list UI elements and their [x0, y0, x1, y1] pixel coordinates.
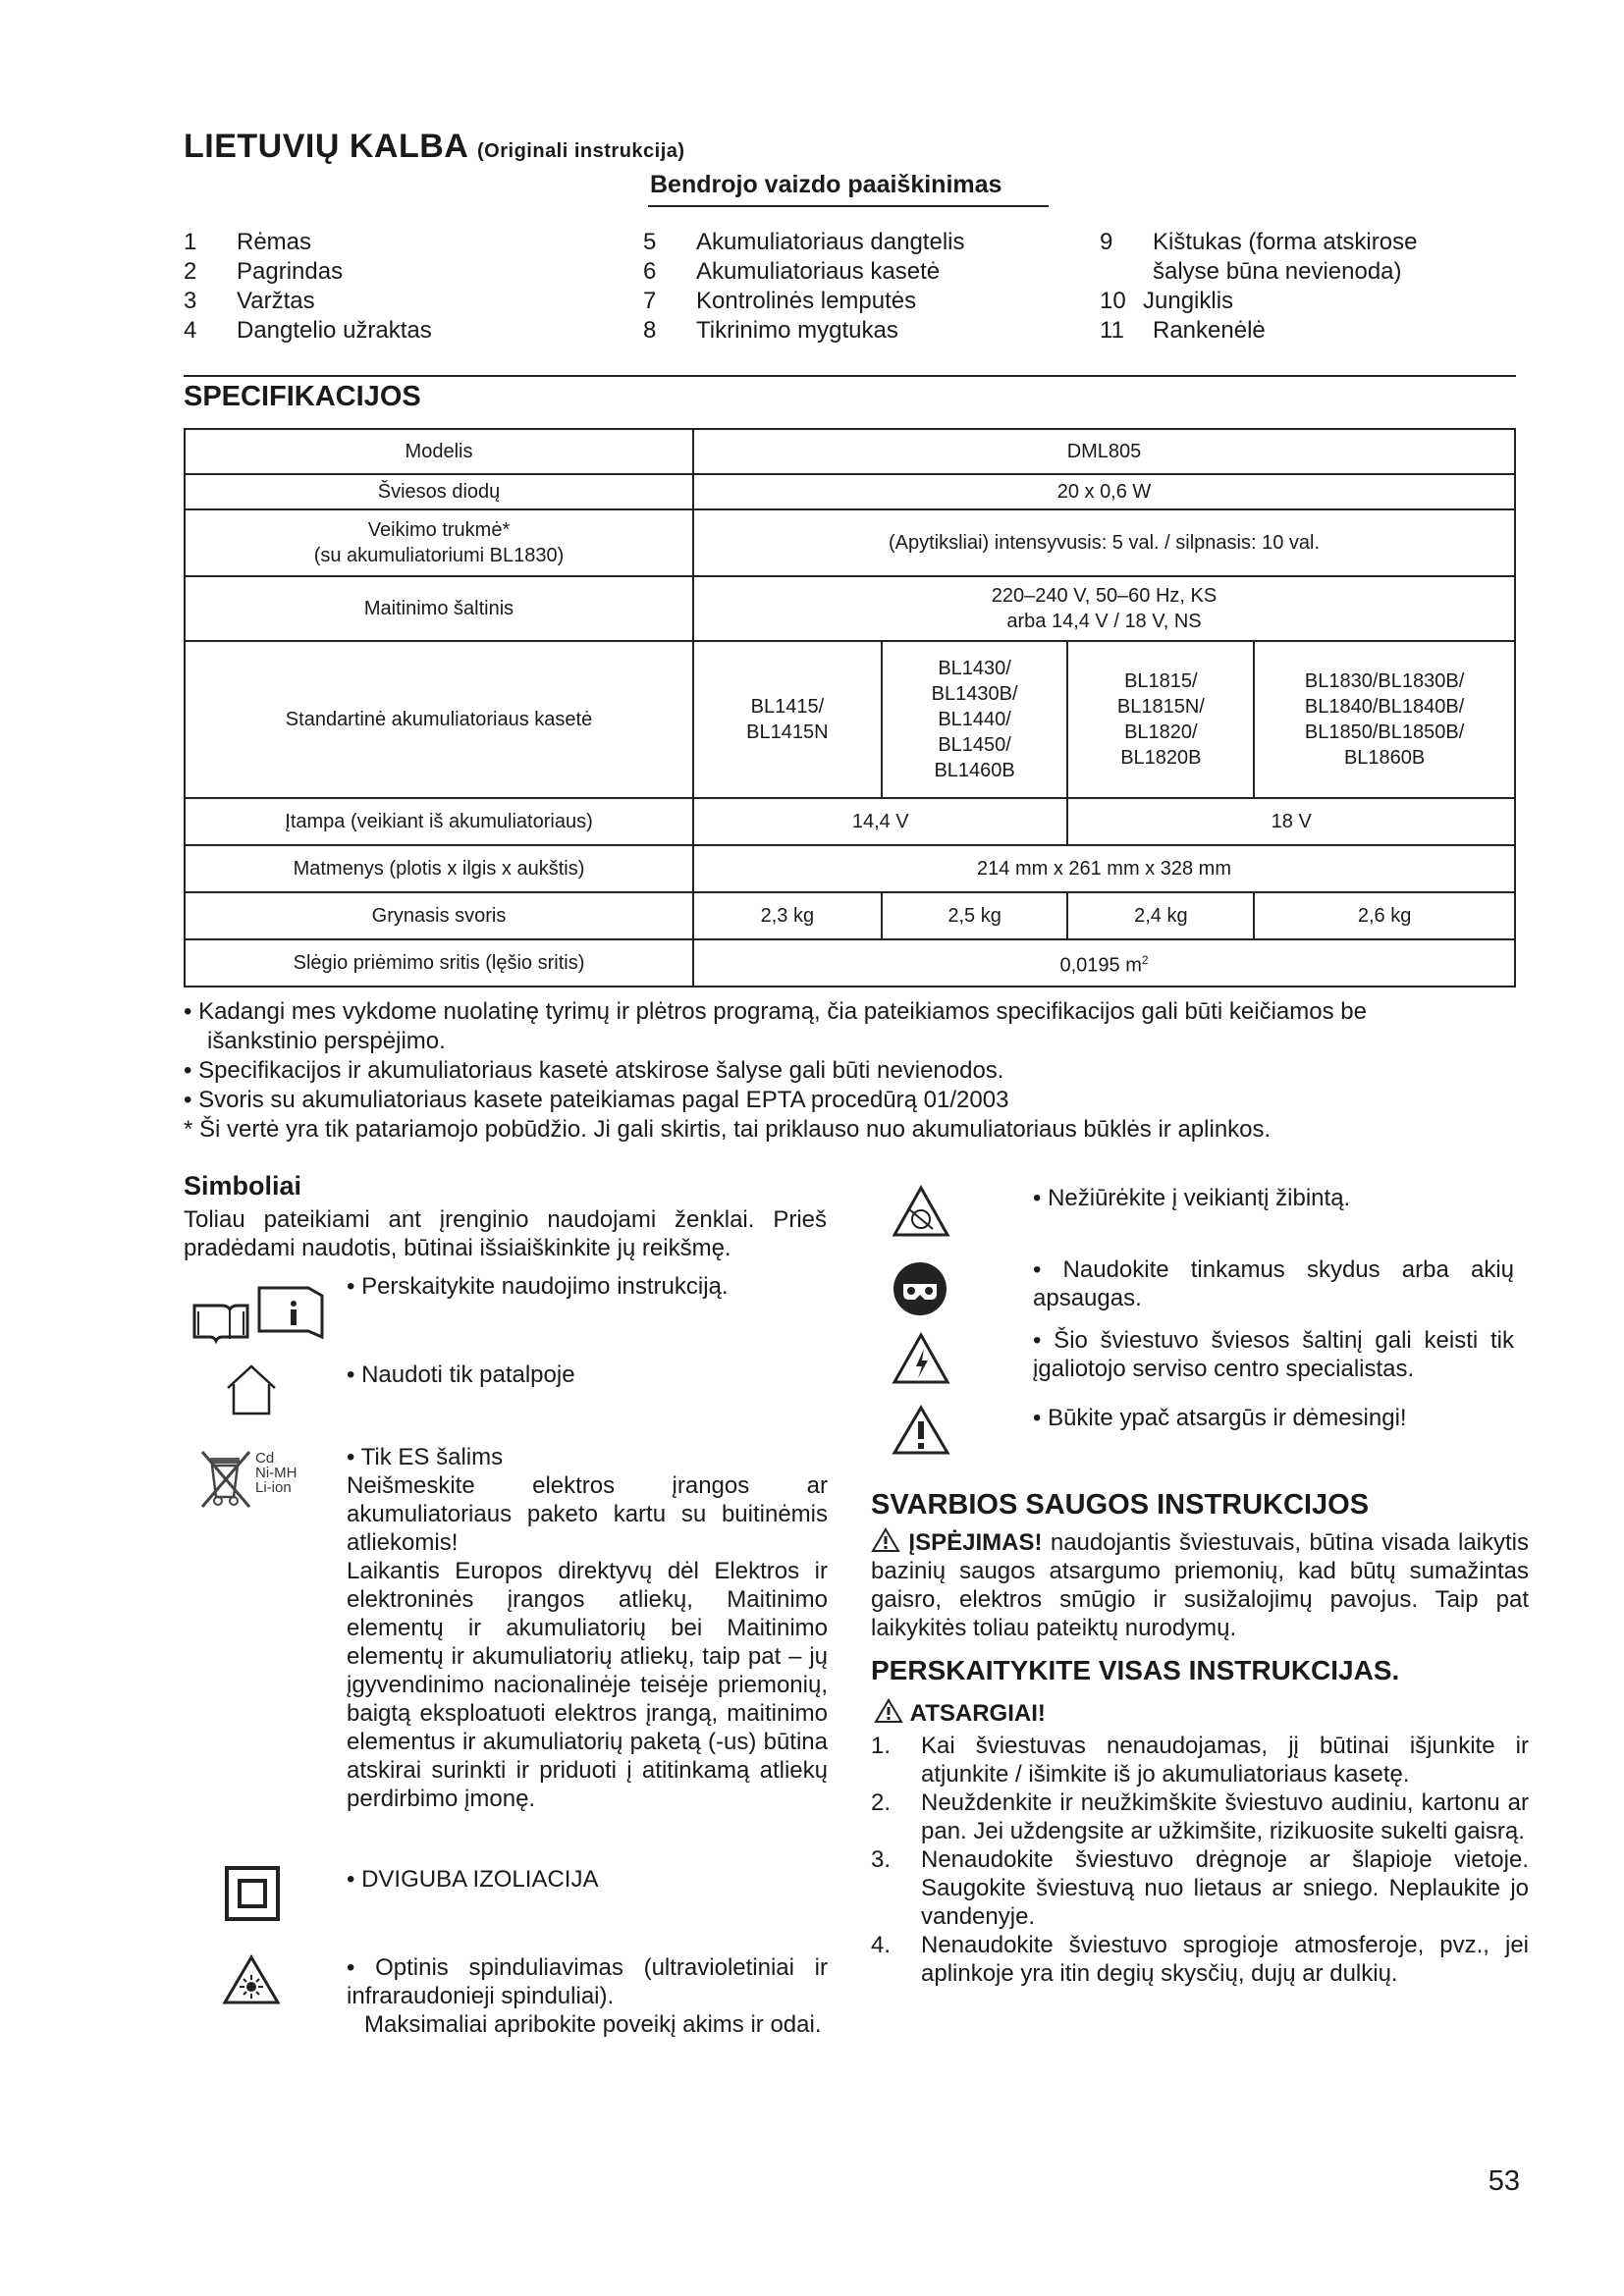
- power-value-line: arba 14,4 V / 18 V, NS: [1006, 611, 1202, 632]
- eu-paragraph: Neišmeskite elektros įrangos ar akumuliatoriaus paketo kartu su buitinėmis atliekomis!: [347, 1472, 828, 1556]
- list-number: 4.: [871, 1932, 892, 1958]
- battery-model: BL1415/: [750, 696, 825, 718]
- power-value-line: 220–240 V, 50–60 Hz, KS: [991, 585, 1218, 607]
- table-row: [185, 939, 1515, 987]
- legend-label: Tikrinimo mygtukas: [696, 317, 898, 344]
- spec-cell-label: Matmenys (plotis x ilgis x aukštis): [185, 845, 693, 892]
- battery-model: BL1415N: [746, 721, 829, 743]
- table-row: [185, 845, 1515, 892]
- weee-nimh: Ni-MH: [255, 1465, 298, 1481]
- note-text: išankstinio perspėjimo.: [207, 1028, 446, 1054]
- spec-cell-value: 2,3 kg: [693, 892, 882, 939]
- list-number: 2.: [871, 1789, 892, 1816]
- battery-model: BL1860B: [1343, 747, 1426, 769]
- legend-num: 11: [1100, 317, 1124, 344]
- spec-cell-value: 2,5 kg: [882, 892, 1068, 939]
- list-number: 1.: [871, 1733, 892, 1759]
- legend-label: Akumuliatoriaus dangtelis: [696, 229, 965, 255]
- eu-disposal-block: [347, 1443, 828, 1813]
- spec-cell-value: 2,6 kg: [1254, 892, 1515, 939]
- runtime-label-line: Veikimo trukmė*: [367, 519, 511, 541]
- spec-cell-label: Modelis: [185, 429, 693, 474]
- list-text: Neuždenkite ir neužkimškite šviestuvo audiniu, kartonu ar pan. Jei uždengsite ar užkimšite, rizikuosite sukelti gaisrą.: [921, 1789, 1529, 1844]
- spec-cell-label: Šviesos diodų: [185, 474, 693, 509]
- double-insulation-icon: [224, 1865, 281, 1927]
- spec-table: [184, 428, 1516, 988]
- battery-model: BL1820B: [1120, 747, 1202, 769]
- weee-chem-labels: [255, 1451, 298, 1495]
- eye-protection-text: • Naudokite tinkamus skydus arba akių apsaugas.: [1033, 1256, 1514, 1311]
- page-subtitle: (Originali instrukcija): [477, 140, 685, 162]
- legend-num: 4: [184, 317, 197, 344]
- spec-cell-label: [185, 509, 693, 576]
- note-text: • Svoris su akumuliatoriaus kasete pateikiamas pagal EPTA procedūrą 01/2003: [184, 1087, 1009, 1113]
- spec-cell-value: DML805: [693, 429, 1515, 474]
- note-text: * Ši vertė yra tik patariamojo pobūdžio. Ji gali skirtis, tai priklauso nuo akumuliatoriaus būklės ir aplinkos.: [184, 1116, 1272, 1143]
- spec-cell-label: Slėgio priėmimo sritis (lęšio sritis): [185, 939, 693, 987]
- spec-cell-value: 20 x 0,6 W: [693, 474, 1515, 509]
- list-text: Kai šviestuvas nenaudojamas, jį būtinai išjunkite ir atjunkite / išimkite iš jo akumuliatoriaus kasetę.: [921, 1733, 1529, 1788]
- spec-cell-value: 14,4 V: [693, 798, 1067, 845]
- warning-label: ĮSPĖJIMAS!: [908, 1529, 1043, 1556]
- battery-group: [882, 641, 1068, 798]
- battery-model: BL1440/: [938, 709, 1011, 730]
- table-row: [185, 798, 1515, 845]
- eu-paragraph: Laikantis Europos direktyvų dėl Elektros ir elektroninės įrangos atliekų, Maitinimo elementų ir akumuliatorių bei Maitinimo elementų ir akumuliatorių atliekų, taip pat – jų įgyvendinimo nacionalinėje teisėje priemonių, baigtą eksploatuoti elektros įrangą, maitinimo elementus ir akumuliatorių paketą (-us) būtina atskirai surinkti ir priduoti į atitinkamą atliekų perdirbimo įmonę.: [347, 1558, 828, 1812]
- table-row: [185, 576, 1515, 641]
- caution-small-icon: [874, 1698, 903, 1724]
- wind-value: 0,0195 m: [1059, 954, 1142, 977]
- runtime-label-line: (su akumuliatoriumi BL1830): [313, 545, 565, 566]
- battery-group: [1067, 641, 1254, 798]
- caution-text: • Būkite ypač atsargūs ir dėmesingi!: [1033, 1405, 1407, 1431]
- battery-model: BL1830/BL1830B/: [1304, 670, 1465, 692]
- list-item: [871, 1931, 1529, 1988]
- battery-model: BL1430B/: [931, 683, 1018, 705]
- page-title: LIETUVIŲ KALBA (Originali instrukcija): [184, 128, 685, 165]
- legend-num: [1100, 257, 1153, 287]
- read-all-heading: PERSKAITYKITE VISAS INSTRUKCIJAS.: [871, 1655, 1400, 1685]
- optical-text: Maksimaliai apribokite poveikį akims ir odai.: [364, 2011, 822, 2038]
- no-stare-icon: [892, 1184, 950, 1244]
- spec-heading: SPECIFIKACIJOS: [184, 381, 421, 412]
- legend-col-1: [184, 228, 432, 346]
- optical-radiation-icon: [222, 1953, 281, 2011]
- spec-cell-label: Standartinė akumuliatoriaus kasetė: [185, 641, 693, 798]
- optical-radiation-block: [347, 1953, 828, 2039]
- symbols-intro: Toliau pateikiami ant įrenginio naudojami ženklai. Prieš pradėdami naudotis, būtinai išsiaiškinkite jų reikšmę.: [184, 1206, 827, 1261]
- electric-hazard-icon: [892, 1331, 950, 1391]
- spec-cell-value: [693, 576, 1515, 641]
- battery-model: BL1460B: [934, 760, 1015, 781]
- legend-label: Pagrindas: [237, 258, 344, 285]
- legend-label: Rankenėlė: [1153, 317, 1266, 344]
- note-text: • Specifikacijos ir akumuliatoriaus kasetė atskirose šalyse gali būti nevienodos.: [184, 1057, 1004, 1084]
- legend-num: 8: [643, 317, 657, 344]
- table-row: [185, 641, 1515, 798]
- battery-group: [1254, 641, 1515, 798]
- spec-cell-label: Įtampa (veikiant iš akumuliatoriaus): [185, 798, 693, 845]
- caution-block: [874, 1698, 1532, 1728]
- list-item: [871, 1845, 1529, 1931]
- warning-block: [871, 1527, 1529, 1642]
- legend-label: Kištukas (forma atskirose: [1153, 229, 1418, 255]
- section-divider: [184, 375, 1516, 377]
- legend-num: 3: [184, 288, 197, 314]
- note-text: • Kadangi mes vykdome nuolatinę tyrimų ir plėtros programą, čia pateikiamos specifikacijos gali būti keičiamos be: [184, 998, 1367, 1025]
- list-text: Nenaudokite šviestuvo sprogioje atmosferoje, pvz., jei aplinkoje yra itin degių skysčių, dujų ar dulkių.: [921, 1932, 1529, 1987]
- battery-model: BL1820/: [1124, 721, 1198, 743]
- spec-cell-value: 2,4 kg: [1067, 892, 1254, 939]
- legend-num: 5: [643, 229, 657, 255]
- list-item: [871, 1732, 1529, 1789]
- table-row: [185, 429, 1515, 474]
- double-insulation-text: • DVIGUBA IZOLIACIJA: [347, 1866, 599, 1893]
- indoor-house-icon: [222, 1361, 281, 1424]
- eu-title: • Tik ES šalims: [347, 1444, 504, 1470]
- legend-label: Jungiklis: [1143, 288, 1234, 314]
- spec-cell-value: (Apytiksliai) intensyvusis: 5 val. / silpnasis: 10 val.: [693, 509, 1515, 576]
- battery-model: BL1815/: [1124, 670, 1198, 692]
- indoor-text: • Naudoti tik patalpoje: [347, 1362, 575, 1388]
- read-manual-text: • Perskaitykite naudojimo instrukciją.: [347, 1273, 729, 1300]
- battery-model: BL1450/: [938, 734, 1011, 756]
- legend-num: 6: [643, 258, 657, 285]
- spec-cell-value: 18 V: [1067, 798, 1515, 845]
- table-row: [185, 892, 1515, 939]
- list-text: Nenaudokite šviestuvo drėgnoje ar šlapioje vietoje. Saugokite šviestuvą nuo lietaus ar sniego. Neplaukite jo vandenyje.: [921, 1846, 1529, 1930]
- battery-model: BL1430/: [938, 658, 1011, 679]
- no-stare-text: • Nežiūrėkite į veikiantį žibintą.: [1033, 1185, 1351, 1211]
- weee-cd: Cd: [255, 1450, 275, 1467]
- list-item: [871, 1789, 1529, 1845]
- legend-num: 2: [184, 258, 197, 285]
- legend-label: šalyse būna nevienoda): [1153, 258, 1402, 285]
- spec-notes: [184, 997, 1524, 1145]
- battery-group: [693, 641, 882, 798]
- battery-model: BL1840/BL1840B/: [1304, 696, 1465, 718]
- wind-unit-sup: 2: [1141, 953, 1149, 968]
- weee-liion: Li-ion: [255, 1479, 292, 1496]
- eye-protection-icon: [892, 1260, 948, 1322]
- legend-col-2: [643, 228, 964, 346]
- legend-label: Dangtelio užraktas: [237, 317, 432, 344]
- legend-num: 10: [1100, 288, 1126, 314]
- legend-label: Akumuliatoriaus kasetė: [696, 258, 941, 285]
- spec-cell-value: 214 mm x 261 mm x 328 mm: [693, 845, 1515, 892]
- list-number: 3.: [871, 1846, 892, 1873]
- legend-num: 7: [643, 288, 657, 314]
- warning-icon: [871, 1527, 900, 1553]
- spec-cell-label: Maitinimo šaltinis: [185, 576, 693, 641]
- spec-cell-value: [693, 939, 1515, 987]
- legend-col-3: [1100, 228, 1417, 346]
- table-row: [185, 509, 1515, 576]
- legend-label: Rėmas: [237, 229, 312, 255]
- safety-list: [871, 1732, 1529, 1988]
- battery-model: BL1815N/: [1116, 696, 1205, 718]
- table-row: [185, 474, 1515, 509]
- read-manual-icon: [189, 1276, 326, 1352]
- legend-num: 9: [1100, 229, 1113, 255]
- legend-label: Varžtas: [237, 288, 315, 314]
- legend-num: 1: [184, 229, 197, 255]
- weee-bin-icon: [196, 1446, 255, 1514]
- page-number: 53: [1488, 2165, 1520, 2197]
- overview-underline: [648, 205, 1049, 207]
- caution-label: ATSARGIAI!: [909, 1700, 1046, 1727]
- optical-text: • Optinis spinduliavimas (ultravioletiniai ir infraraudonieji spinduliai).: [347, 1954, 828, 2009]
- overview-heading: Bendrojo vaizdo paaiškinimas: [650, 171, 1002, 198]
- legend-label: Kontrolinės lemputės: [696, 288, 917, 314]
- spec-cell-label: Grynasis svoris: [185, 892, 693, 939]
- warning-text: naudojantis šviestuvais, būtina visada laikytis bazinių saugos atsargumo priemonių, kad būtų sumažintas gaisro, elektros smūgio ir susižalojimų pavojus. Taip pat laikykitės toliau pateiktų nurodymų.: [871, 1529, 1530, 1641]
- battery-model: BL1850/BL1850B/: [1304, 721, 1465, 743]
- symbols-heading: Simboliai: [184, 1171, 302, 1201]
- caution-icon: [892, 1404, 950, 1462]
- service-text: • Šio šviestuvo šviesos šaltinį gali keisti tik įgaliotojo serviso centro specialistas.: [1033, 1327, 1514, 1382]
- safety-heading: SVARBIOS SAUGOS INSTRUKCIJOS: [871, 1489, 1370, 1521]
